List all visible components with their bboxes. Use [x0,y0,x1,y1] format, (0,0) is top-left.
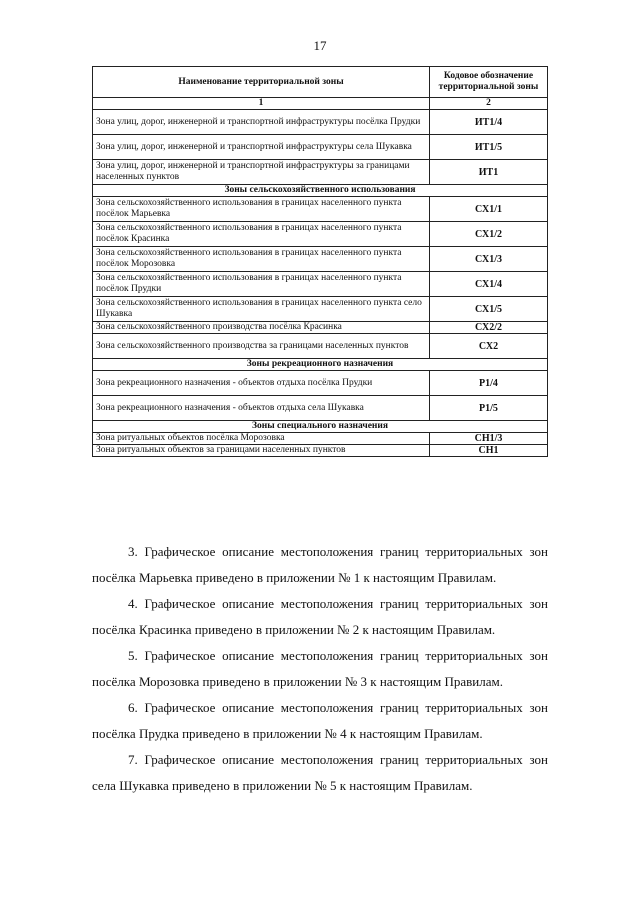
zone-name-cell: Зона сельскохозяйственного использования в границах населенного пункта село Шукавка [93,297,430,322]
table-row [93,247,548,272]
zone-name-cell: Зона сельскохозяйственного использования в границах населенного пункта посёлок Прудки [93,272,430,297]
column-number-1: 1 [93,98,430,110]
zone-code-cell: СХ1/3 [430,247,548,272]
territorial-zones-table [92,66,548,457]
section-title: Зоны рекреационного назначения [93,359,548,371]
zone-code-cell: СН1 [430,445,548,457]
zone-code-cell: СХ2/2 [430,322,548,334]
header-zone-name: Наименование территориальной зоны [93,67,430,98]
table-row [93,396,548,421]
zone-name-cell: Зона улиц, дорог, инженерной и транспортной инфраструктуры посёлка Прудки [93,110,430,135]
table-row [93,371,548,396]
zone-name-cell: Зона ритуальных объектов посёлка Морозовка [93,433,430,445]
column-number-2: 2 [430,98,548,110]
zone-code-cell: СХ2 [430,334,548,359]
zone-code-cell: ИТ1/5 [430,135,548,160]
table-row [93,322,548,334]
zone-name-cell: Зона рекреационного назначения - объектов отдыха села Шукавка [93,396,430,421]
zone-code-cell: СХ1/4 [430,272,548,297]
page-number: 17 [313,38,327,53]
zone-code-cell: Р1/5 [430,396,548,421]
body-text [92,539,548,799]
table-row [93,135,548,160]
table-row [93,272,548,297]
column-number-row [93,98,548,110]
header-zone-code: Кодовое обозначение территориальной зоны [430,67,548,98]
zone-code-cell: Р1/4 [430,371,548,396]
zone-name-cell: Зона рекреационного назначения - объектов отдыха посёлка Прудки [93,371,430,396]
section-title: Зоны специального назначения [93,421,548,433]
zone-code-cell: ИТ1/4 [430,110,548,135]
section-header-row [93,185,548,197]
zone-code-cell: ИТ1 [430,160,548,185]
table-row [93,297,548,322]
table-row [93,110,548,135]
table-row [93,445,548,457]
section-title: Зоны сельскохозяйственного использования [93,185,548,197]
zone-name-cell: Зона сельскохозяйственного использования в границах населенного пункта посёлок Марьевка [93,197,430,222]
table-row [93,222,548,247]
zone-code-cell: СХ1/5 [430,297,548,322]
zone-name-cell: Зона улиц, дорог, инженерной и транспортной инфраструктуры села Шукавка [93,135,430,160]
table-row [93,334,548,359]
zone-name-cell: Зона улиц, дорог, инженерной и транспортной инфраструктуры за границами населенных пунктов [93,160,430,185]
paragraph: 4. Графическое описание местоположения границ территориальных зон посёлка Красинка приведено в приложении № 2 к настоящим Правилам. [92,596,548,637]
paragraph: 6. Графическое описание местоположения границ территориальных зон посёлка Прудка приведено в приложении № 4 к настоящим Правилам. [92,700,548,741]
paragraph: 5. Графическое описание местоположения границ территориальных зон посёлка Морозовка приведено в приложении № 3 к настоящим Правилам. [92,648,548,689]
zone-name-cell: Зона сельскохозяйственного использования в границах населенного пункта посёлок Красинка [93,222,430,247]
zone-name-cell: Зона сельскохозяйственного производства посёлка Красинка [93,322,430,334]
zone-name-cell: Зона сельскохозяйственного использования в границах населенного пункта посёлок Морозовка [93,247,430,272]
zone-name-cell: Зона сельскохозяйственного производства за границами населенных пунктов [93,334,430,359]
table-row [93,160,548,185]
paragraph: 3. Графическое описание местоположения границ территориальных зон посёлка Марьевка приведено в приложении № 1 к настоящим Правилам. [92,544,548,585]
zone-name-cell: Зона ритуальных объектов за границами населенных пунктов [93,445,430,457]
section-header-row [93,421,548,433]
table-row [93,433,548,445]
table-header-row [93,67,548,98]
paragraph: 7. Графическое описание местоположения границ территориальных зон села Шукавка приведено в приложении № 5 к настоящим Правилам. [92,752,548,793]
zone-code-cell: СХ1/1 [430,197,548,222]
section-header-row [93,359,548,371]
zone-code-cell: СН1/3 [430,433,548,445]
table-row [93,197,548,222]
zone-code-cell: СХ1/2 [430,222,548,247]
